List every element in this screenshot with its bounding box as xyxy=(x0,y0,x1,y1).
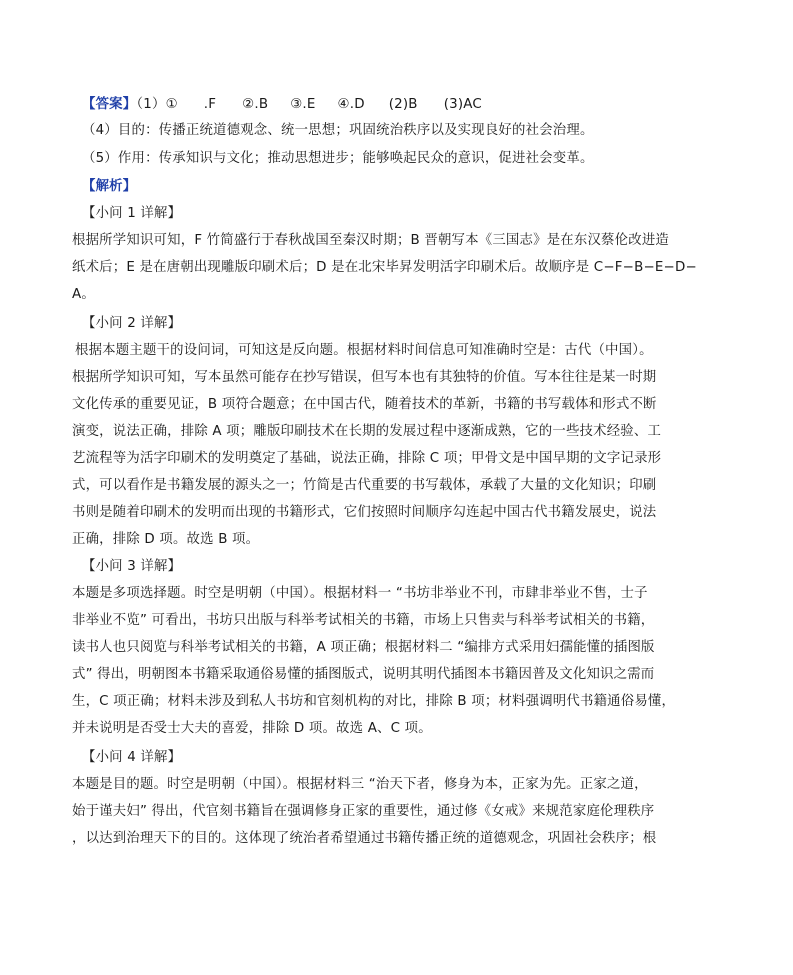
q3-line: 生，C 项正确；材料未涉及到私人书坊和官刻机构的对比，排除 B 项；材料强调明代书籍通俗易懂， xyxy=(72,694,676,709)
q3-line: 读书人也只阅览与科举考试相关的书籍，A 项正确；根据材料二 “编排方式采用妇孺能懂的插图版 xyxy=(72,640,655,655)
q2-line: 根据所学知识可知，写本虽然可能存在抄写错误，但写本也有其独特的价值。写本往往是某一时期 xyxy=(72,370,657,385)
q1-line: 根据所学知识可知，F 竹简盛行于春秋战国至秦汉时期；B 晋朝写本《三国志》是在东汉蔡伦改进造 xyxy=(72,233,670,248)
q4-line: 始于谨夫妇” 得出，代官刻书籍旨在强调修身正家的重要性，通过修《女戒》来规范家庭伦理秩序 xyxy=(72,804,655,819)
answer-line-q5: （5）作用：传承知识与文化；推动思想进步；能够唤起民众的意识，促进社会变革。 xyxy=(82,151,594,166)
q3-line: 并未说明是否受士大夫的喜爱，排除 D 项。故选 A、C 项。 xyxy=(72,721,432,736)
q3-line: 非举业不览” 可看出，书坊只出版与科举考试相关的书籍，市场上只售卖与科举考试相关的书籍， xyxy=(72,613,655,628)
q2-line: 文化传承的重要见证，B 项符合题意；在中国古代，随着技术的革新，书籍的书写载体和形式不断 xyxy=(72,397,657,412)
q3-line: 本题是多项选择题。时空是明朝（中国）。根据材料一 “书坊非举业不刊，市肆非举业不售，士子 xyxy=(72,586,648,601)
q1-line: 纸术后；E 是在唐朝出现雕版印刷术后；D 是在北宋毕昇发明活字印刷术后。故顺序是 C−F−B−E−D− xyxy=(72,260,697,275)
q2-heading: 【小问 2 详解】 xyxy=(82,316,182,331)
q2-line: 正确，排除 D 项。故选 B 项。 xyxy=(72,532,260,547)
answer-q1-item2: ②.B xyxy=(242,97,269,112)
answer-row xyxy=(82,95,482,115)
answer-q3: (3)AC xyxy=(443,97,482,112)
answer-q1-label: （1） xyxy=(136,97,166,112)
q4-heading: 【小问 4 详解】 xyxy=(82,750,182,765)
answer-q1-item1: ① xyxy=(165,97,178,112)
q1-line: A。 xyxy=(72,287,95,302)
answer-q1-item1-value: .F xyxy=(203,97,217,112)
q4-line: 本题是目的题。时空是明朝（中国）。根据材料三 “治天下者，修身为本，正家为先。正家之道， xyxy=(72,777,648,792)
answer-line-q4: （4）目的：传播正统道德观念、统一思想；巩固统治秩序以及实现良好的社会治理。 xyxy=(82,123,594,138)
answer-q1-item3: ③.E xyxy=(290,97,316,112)
analysis-tag: 【解析】 xyxy=(82,179,137,194)
q1-heading: 【小问 1 详解】 xyxy=(82,206,182,221)
q2-line: 演变，说法正确，排除 A 项；雕版印刷技术在长期的发展过程中逐渐成熟，它的一些技术经验、工 xyxy=(72,424,662,439)
q3-heading: 【小问 3 详解】 xyxy=(82,559,182,574)
q3-line: 式” 得出，明朝图本书籍采取通俗易懂的插图版式，说明其明代插图本书籍因普及文化知识之需而 xyxy=(72,667,655,682)
answer-tag: 【答案】 xyxy=(82,97,137,112)
q2-line: 艺流程等为活字印刷术的发明奠定了基础，说法正确，排除 C 项；甲骨文是中国早期的文字记录形 xyxy=(72,451,662,466)
q2-line: 式，可以看作是书籍发展的源头之一；竹简是古代重要的书写载体，承载了大量的文化知识；印刷 xyxy=(72,478,657,493)
q2-line: 根据本题主题干的设问词，可知这是反向题。根据材料时间信息可知准确时空是：古代（中国）。 xyxy=(75,343,653,358)
answer-q2: (2)B xyxy=(388,97,418,112)
q2-line: 书则是随着印刷术的发明而出现的书籍形式，它们按照时间顺序勾连起中国古代书籍发展史，说法 xyxy=(72,505,657,520)
q4-line: ，以达到治理天下的目的。这体现了统治者希望通过书籍传播正统的道德观念，巩固社会秩序；根 xyxy=(72,831,657,846)
answer-q1-item4: ④.D xyxy=(337,97,365,112)
